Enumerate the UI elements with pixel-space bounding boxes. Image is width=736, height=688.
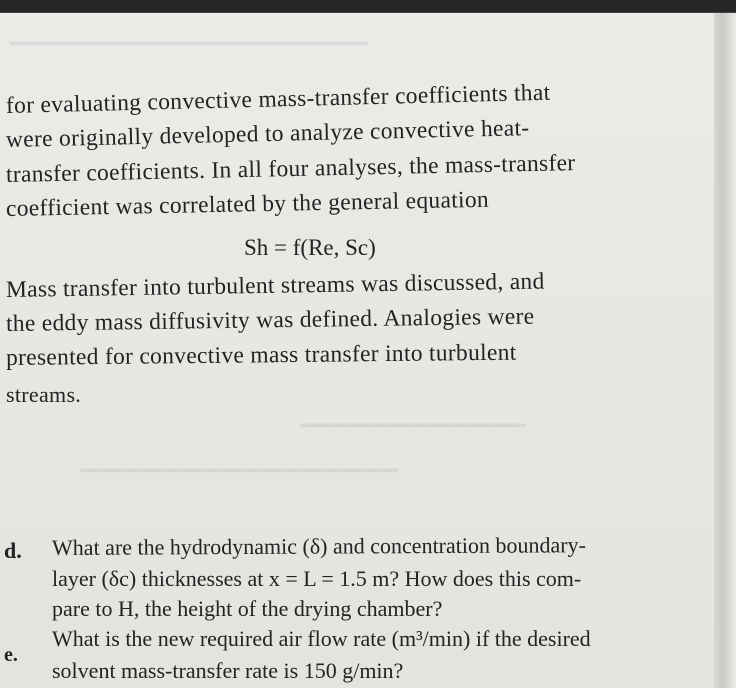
paragraph-line: were originally developed to analyze convective heat- — [5, 115, 530, 153]
window-top-bar — [0, 0, 736, 13]
page-edge — [714, 13, 736, 688]
paragraph-line: coefficient was correlated by the general equation — [5, 186, 490, 222]
bleed-through: ━━━━━━━━━━━━━━━━━━━━━━━━━━━ — [10, 31, 368, 56]
bleed-through: ━━━━━━━━━━━━━━━━━ — [300, 413, 526, 438]
paragraph-line: transfer coefficients. In all four analyses, the mass-transfer — [5, 150, 576, 188]
bleed-through: ━━━━━━━━━━━━━━━━━━━━━━━━ — [80, 458, 398, 483]
question-d-line: pare to H, the height of the drying chamber? — [52, 596, 443, 621]
question-d-label: d. — [4, 538, 22, 563]
paragraph-line: the eddy mass diffusivity was defined. Analogies were — [5, 303, 535, 337]
equation: Sh = f(Re, Sc) — [244, 235, 376, 260]
textbook-page — [0, 13, 714, 688]
paragraph-line: streams. — [6, 382, 82, 407]
paragraph-line: Mass transfer into turbulent streams was discussed, and — [5, 268, 545, 303]
paragraph-line: for evaluating convective mass-transfer coefficients that — [5, 79, 551, 119]
question-d-line: layer (δc) thicknesses at x = L = 1.5 m? How does this com- — [52, 566, 582, 591]
paragraph-line: presented for convective mass transfer into turbulent — [5, 339, 517, 371]
question-d-line: What are the hydrodynamic (δ) and concentration boundary- — [51, 532, 586, 560]
question-e-line: What is the new required air flow rate (m³/min) if the desired — [52, 626, 591, 651]
question-e-line: solvent mass-transfer rate is 150 g/min? — [52, 658, 404, 683]
question-e-label: e. — [4, 644, 18, 666]
